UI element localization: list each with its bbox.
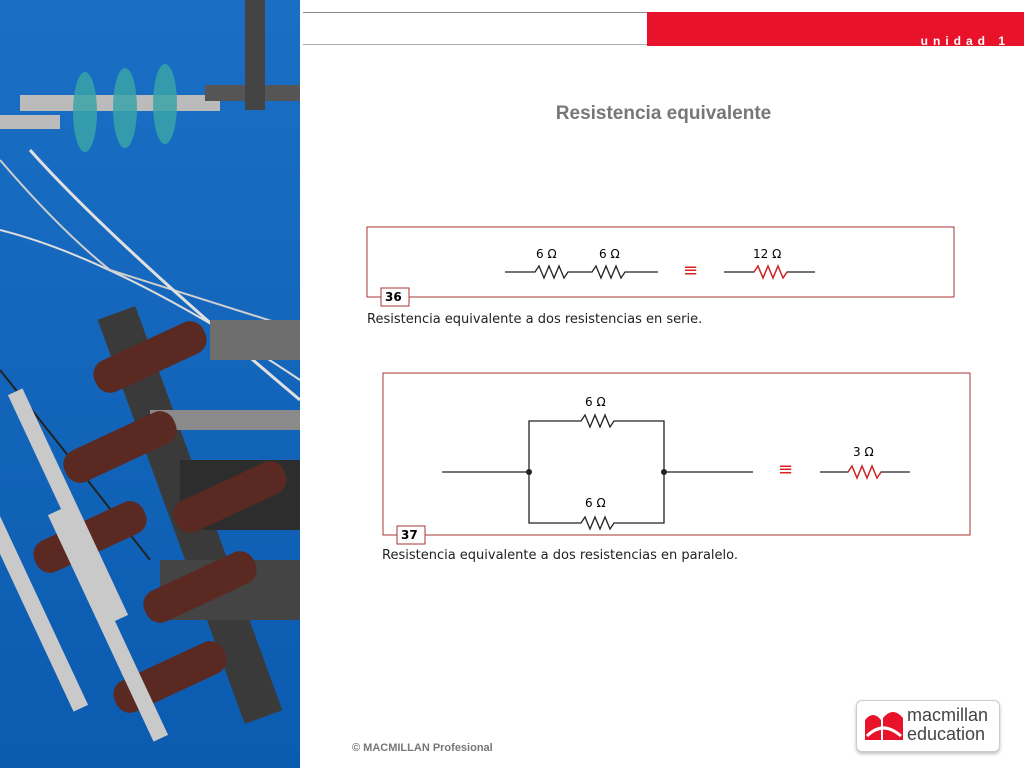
copyright-text: © MACMILLAN Profesional	[352, 742, 493, 754]
series-resistor-2-label: 6 Ω	[599, 247, 620, 261]
macmillan-logo	[856, 700, 1000, 752]
power-line-photo	[0, 0, 300, 768]
parallel-resistor-2-label: 6 Ω	[585, 496, 606, 510]
parallel-equivalent-label: 3 Ω	[853, 445, 874, 459]
figure-caption-series: Resistencia equivalente a dos resistencias en serie.	[367, 312, 703, 327]
logo-line1: macmillan	[907, 705, 989, 725]
unit-label: unidad 1	[920, 34, 1010, 48]
unit-banner	[647, 12, 1024, 46]
macmillan-logo-icon	[863, 706, 907, 746]
equivalent-resistor-icon	[754, 266, 787, 278]
equivalent-resistor-icon	[848, 466, 881, 478]
logo-line2: education	[907, 724, 986, 744]
slide-title: Resistencia equivalente	[555, 103, 772, 124]
figure-number: 36	[385, 290, 402, 304]
figure-series	[360, 222, 960, 308]
parallel-resistor-1-label: 6 Ω	[585, 395, 606, 409]
parallel-top-branch	[529, 415, 664, 472]
series-resistor-wire	[505, 266, 658, 278]
header-rule-bottom	[303, 44, 647, 45]
figure-number: 37	[401, 528, 418, 542]
equivalence-icon: ≡	[778, 459, 794, 480]
series-resistor-1-label: 6 Ω	[536, 247, 557, 261]
equivalence-icon: ≡	[683, 260, 699, 281]
figure-caption-parallel: Resistencia equivalente a dos resistencias en paralelo.	[382, 548, 739, 563]
header-rule-top	[303, 12, 647, 13]
series-equivalent-label: 12 Ω	[753, 247, 782, 261]
figure-parallel	[376, 368, 976, 548]
